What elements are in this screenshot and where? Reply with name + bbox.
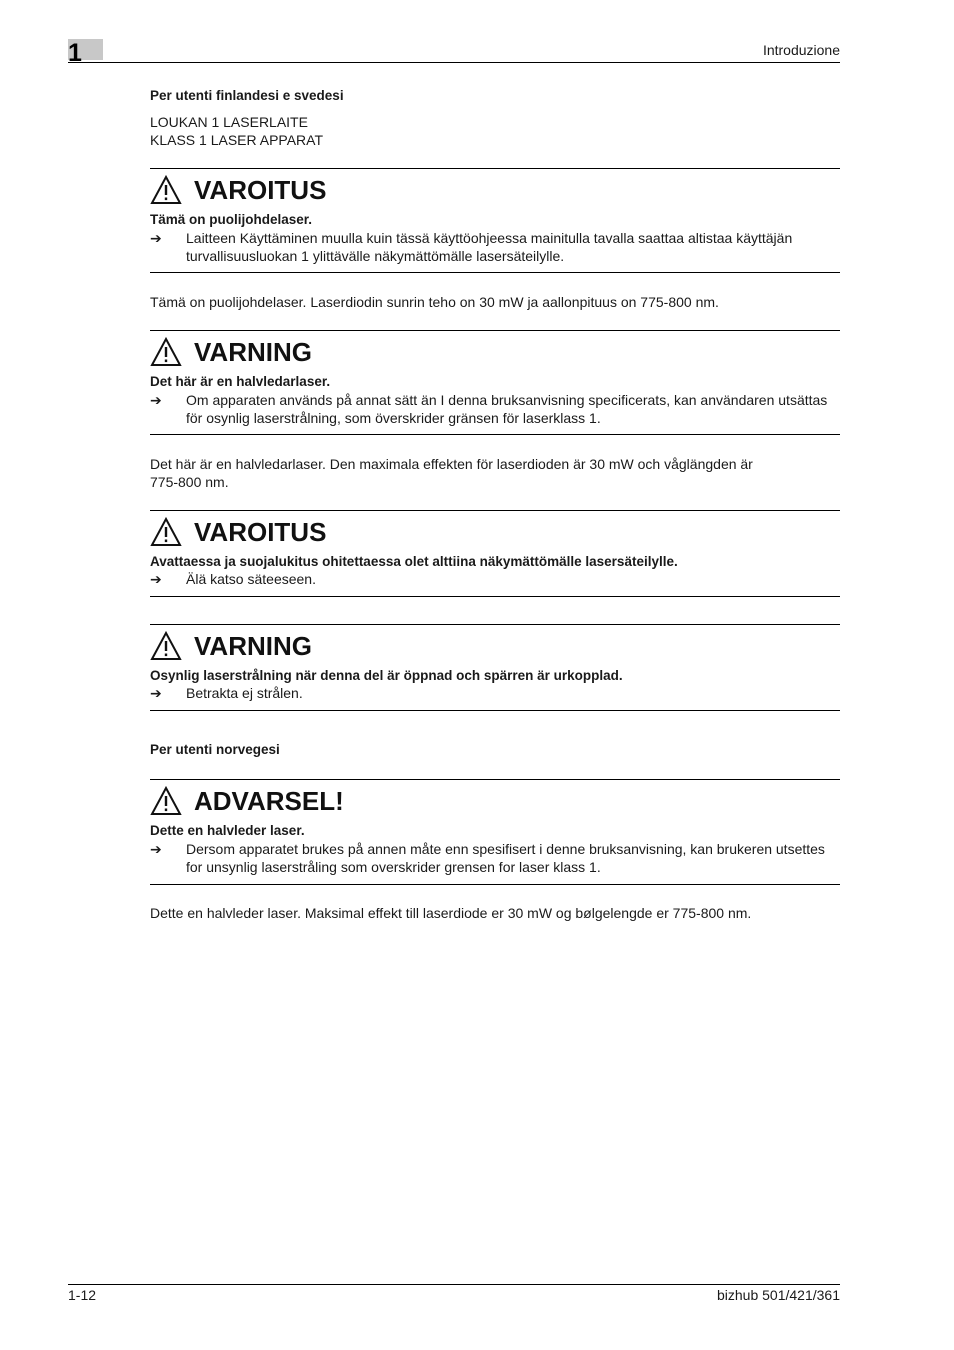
arrow-icon: ➔: [150, 841, 162, 857]
warning2-title-row: [150, 337, 312, 367]
warning1-title-row: [150, 175, 326, 205]
warning2-title: VARNING: [194, 337, 312, 367]
warning-triangle-icon: [150, 175, 182, 205]
warning4-top-rule: [150, 624, 840, 625]
laser-class-line-2: KLASS 1 LASER APPARAT: [150, 132, 324, 148]
warning2-top-rule: [150, 330, 840, 331]
warning1-title: VAROITUS: [194, 175, 327, 205]
warning1-bullet: [150, 229, 840, 265]
chapter-number: 1: [68, 39, 82, 67]
warning3-subtitle: Avattaessa ja suojalukitus ohitettaessa olet alttiina näkymättömälle lasersäteilylle.: [150, 554, 678, 569]
arrow-icon: ➔: [150, 571, 162, 587]
warning5-top-rule: [150, 779, 840, 780]
warning1-top-rule: [150, 168, 840, 169]
warning4-title: VARNING: [194, 631, 312, 661]
warning5-subtitle: Dette en halvleder laser.: [150, 823, 305, 838]
page-number: 1-12: [68, 1287, 97, 1303]
warning5-title: ADVARSEL!: [194, 786, 344, 816]
warning3-title: VAROITUS: [194, 517, 327, 547]
paragraph-norwegian: Dette en halvleder laser. Maksimal effekt till laserdiode er 30 mW og bølgelengde er 775-800 nm.: [150, 905, 752, 921]
warning2-bottom-rule: [150, 434, 840, 435]
warning4-bottom-rule: [150, 710, 840, 711]
warning-triangle-icon: [150, 517, 182, 547]
warning5-bullet: [150, 840, 840, 876]
warning1-bullet-text: Laitteen Käyttäminen muulla kuin tässä käyttöohjeessa mainitulla tavalla saattaa altistaa käyttäjän turvallisuusluokan 1 ylittävälle näkymättömälle lasersäteilylle.: [186, 230, 793, 264]
arrow-icon: ➔: [150, 230, 162, 246]
laser-class-line-1: LOUKAN 1 LASERLAITE: [150, 114, 308, 130]
warning4-bullet: [150, 684, 840, 702]
warning1-bottom-rule: [150, 272, 840, 273]
warning3-bottom-rule: [150, 596, 840, 597]
warning2-bullet: [150, 391, 840, 427]
warning4-title-row: [150, 631, 312, 661]
warning2-bullet-text: Om apparaten används på annat sätt än I denna bruksanvisning specificerats, kan användaren utsättas för osynlig laserstrålning, som överskrider gränsen för laserklass 1.: [186, 392, 828, 426]
paragraph-finnish: Tämä on puolijohdelaser. Laserdiodin sunrin teho on 30 mW ja aallonpituus on 775-800 nm.: [150, 294, 719, 310]
warning-triangle-icon: [150, 337, 182, 367]
warning1-subtitle: Tämä on puolijohdelaser.: [150, 212, 313, 227]
header-title: Introduzione: [762, 42, 840, 58]
warning5-title-row: [150, 786, 344, 816]
warning3-bullet-text: Älä katso säteeseen.: [186, 571, 316, 587]
header-rule: [68, 62, 840, 63]
arrow-icon: ➔: [150, 685, 162, 701]
warning3-top-rule: [150, 510, 840, 511]
section-heading-norway: Per utenti norvegesi: [150, 742, 280, 757]
warning5-bullet-text: Dersom apparatet brukes på annen måte enn spesifisert i denne bruksanvisning, kan brukeren utsettes for unsynlig laserstråling som overskrider grensen for laser klass 1.: [186, 841, 825, 875]
warning4-bullet-text: Betrakta ej strålen.: [186, 685, 303, 701]
warning-triangle-icon: [150, 631, 182, 661]
paragraph-swedish: Det här är en halvledarlaser. Den maximala effekten för laserdioden är 30 mW och våglängden är 775-800 nm.: [150, 456, 753, 490]
warning3-bullet: [150, 570, 840, 588]
warning3-title-row: [150, 517, 326, 547]
section-heading-finland: Per utenti finlandesi e svedesi: [150, 88, 344, 103]
warning4-subtitle: Osynlig laserstrålning när denna del är öppnad och spärren är urkopplad.: [150, 668, 623, 683]
product-model: bizhub 501/421/361: [717, 1287, 840, 1303]
warning-triangle-icon: [150, 786, 182, 816]
warning5-bottom-rule: [150, 884, 840, 885]
warning2-subtitle: Det här är en halvledarlaser.: [150, 374, 331, 389]
footer-rule: [68, 1284, 840, 1285]
arrow-icon: ➔: [150, 392, 162, 408]
